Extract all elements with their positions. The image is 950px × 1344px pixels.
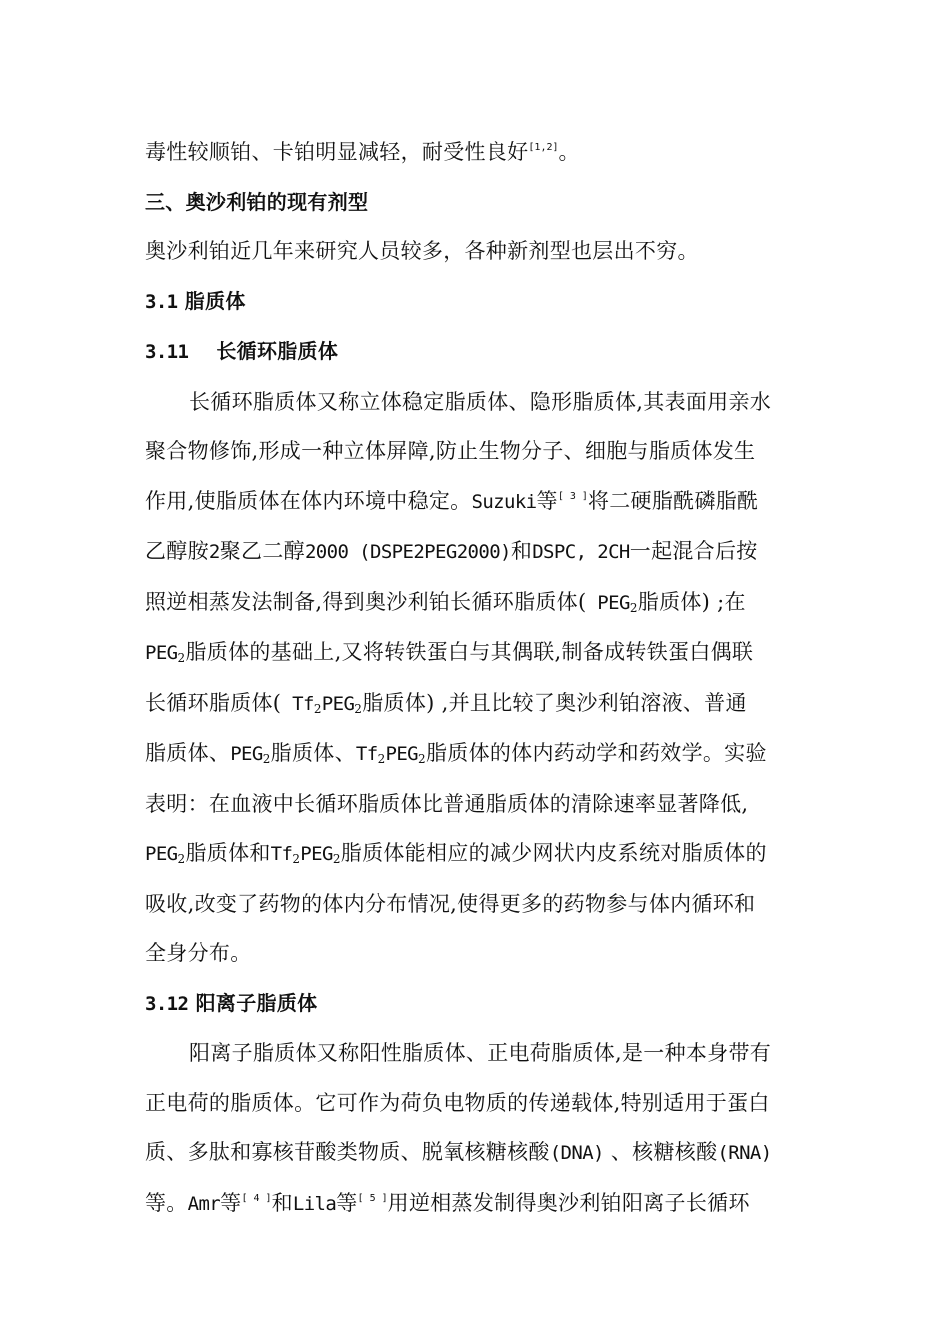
text-run: 聚乙二醇 — [219, 539, 305, 563]
text-run: 2000 (DSPE2PEG2000) — [304, 541, 511, 563]
text-run: Tf — [281, 692, 314, 715]
text-run: 将二硬脂酰磷脂酰 — [587, 488, 759, 513]
paragraph-line: 吸收,改变了药物的体内分布情况,使得更多的药物参与体内循环和 — [145, 891, 756, 916]
paragraph-line: 阳离子脂质体又称阳性脂质体、正电荷脂质体,是一种本身带有 — [189, 1041, 772, 1065]
paragraph-line: 长循环脂质体又称立体稳定脂质体、隐形脂质体,其表面用亲水 — [189, 389, 772, 414]
heading-number: 3.11 — [145, 341, 189, 363]
subsection-heading — [145, 327, 810, 378]
text-line: 奥沙利铂近几年来研究人员较多，各种新剂型也层出不穷。 — [145, 239, 699, 263]
text-run: Tf — [270, 843, 293, 865]
text-run: 脂质体和 — [185, 841, 271, 865]
text-run: 2 — [208, 541, 220, 563]
heading-number: 3.12 — [145, 992, 189, 1015]
citation-ref: [ 5 ] — [357, 1192, 388, 1204]
text-run: 脂质体、 — [270, 741, 356, 765]
section-heading: 三、奥沙利铂的现有剂型 — [145, 189, 369, 214]
text-run: (RNA) — [717, 1142, 772, 1164]
text-run: PEG — [145, 642, 178, 664]
paragraph-line — [145, 527, 810, 578]
text-run: 。 — [558, 140, 580, 164]
heading-title: 阳离子脂质体 — [195, 990, 318, 1015]
paragraph-line — [145, 829, 810, 880]
subsection-heading — [145, 979, 810, 1030]
subscript: 2 — [292, 852, 301, 866]
text-run: 作用,使脂质体在体内环境中稳定。 — [145, 488, 472, 513]
paragraph-line: 聚合物修饰,形成一种立体屏障,防止生物分子、细胞与脂质体发生 — [145, 439, 756, 463]
text-run: 质、多肽和寡核苷酸类物质、脱氧核糖核酸 — [145, 1140, 550, 1164]
text-run: PEG — [586, 591, 630, 614]
paragraph-line: 全身分布。 — [145, 941, 252, 965]
text-run: 脂质体) ,并且比较了奥沙利铂溶液、普通 — [362, 690, 747, 715]
text-run: 脂质体、 — [145, 741, 231, 765]
text-run: 一起混合后按 — [629, 539, 758, 563]
text-run: 等 — [336, 1190, 358, 1215]
text-run: 脂质体能相应的减少网状内皮系统对脂质体的 — [340, 841, 767, 865]
paragraph-line — [145, 1128, 810, 1179]
paragraph-line — [145, 578, 810, 629]
text-run: 照逆相蒸发法制备,得到奥沙利铂长循环脂质体( — [145, 589, 587, 614]
subscript: 2 — [332, 852, 341, 866]
text-run: PEG — [300, 843, 333, 865]
subscript: 2 — [418, 752, 426, 766]
paragraph-line — [145, 729, 810, 780]
subscript: 2 — [377, 752, 386, 766]
text-run: 和 — [510, 539, 533, 563]
text-run: 和 — [271, 1190, 293, 1215]
text-run: 等。 — [145, 1190, 188, 1215]
subscript: 2 — [177, 651, 186, 665]
text-run: PEG — [230, 743, 263, 765]
text-run: 长循环脂质体( — [145, 690, 282, 715]
citation-ref: [1,2] — [528, 142, 559, 153]
subsection-heading — [145, 277, 810, 328]
subscript: 2 — [262, 752, 271, 766]
paragraph-line — [145, 477, 810, 528]
paragraph-line: 正电荷的脂质体。它可作为荷负电物质的传递载体,特别适用于蛋白 — [145, 1090, 770, 1115]
subscript: 2 — [354, 701, 363, 716]
paragraph-line — [145, 628, 810, 679]
heading-title: 长循环脂质体 — [216, 339, 339, 363]
text-run: DSPC, 2CH — [532, 541, 630, 563]
text-run: PEG — [145, 843, 178, 865]
text-run: 乙醇胺 — [145, 539, 209, 563]
paragraph-line — [145, 679, 810, 730]
text-run: PEG — [321, 692, 355, 715]
text-run: Lila — [292, 1192, 337, 1215]
subscript: 2 — [177, 852, 186, 866]
text-run: 、核糖核酸 — [603, 1140, 718, 1164]
text-run: Suzuki — [471, 490, 537, 513]
paragraph-line — [145, 1179, 810, 1230]
text-run: 等 — [220, 1190, 242, 1215]
paragraph-line: 表明：在血液中长循环脂质体比普通脂质体的清除速率显著降低, — [145, 791, 749, 816]
text-run: 脂质体的体内药动学和药效学。实验 — [425, 741, 767, 765]
text-run: 用逆相蒸发制得奥沙利铂阳离子长循环 — [387, 1190, 750, 1215]
text-run: 脂质体) ;在 — [637, 589, 746, 614]
text-run: (DNA) — [549, 1142, 604, 1164]
text-run: 毒性较顺铂、卡铂明显减轻，耐受性良好 — [145, 140, 529, 164]
text-line — [145, 128, 810, 178]
subscript: 2 — [629, 600, 638, 615]
citation-ref: [ 4 ] — [241, 1192, 272, 1204]
text-run: 等 — [536, 488, 558, 513]
text-run: 脂质体的基础上,又将转铁蛋白与其偶联,制备成转铁蛋白偶联 — [185, 640, 754, 664]
heading-title: 脂质体 — [184, 288, 246, 313]
citation-ref: [ 3 ] — [557, 490, 588, 502]
document-page — [145, 128, 810, 1229]
subscript: 2 — [313, 701, 322, 716]
text-run: Tf — [355, 743, 378, 765]
text-run: PEG — [385, 743, 419, 765]
text-run: Amr — [187, 1192, 221, 1215]
heading-number: 3.1 — [145, 290, 178, 313]
